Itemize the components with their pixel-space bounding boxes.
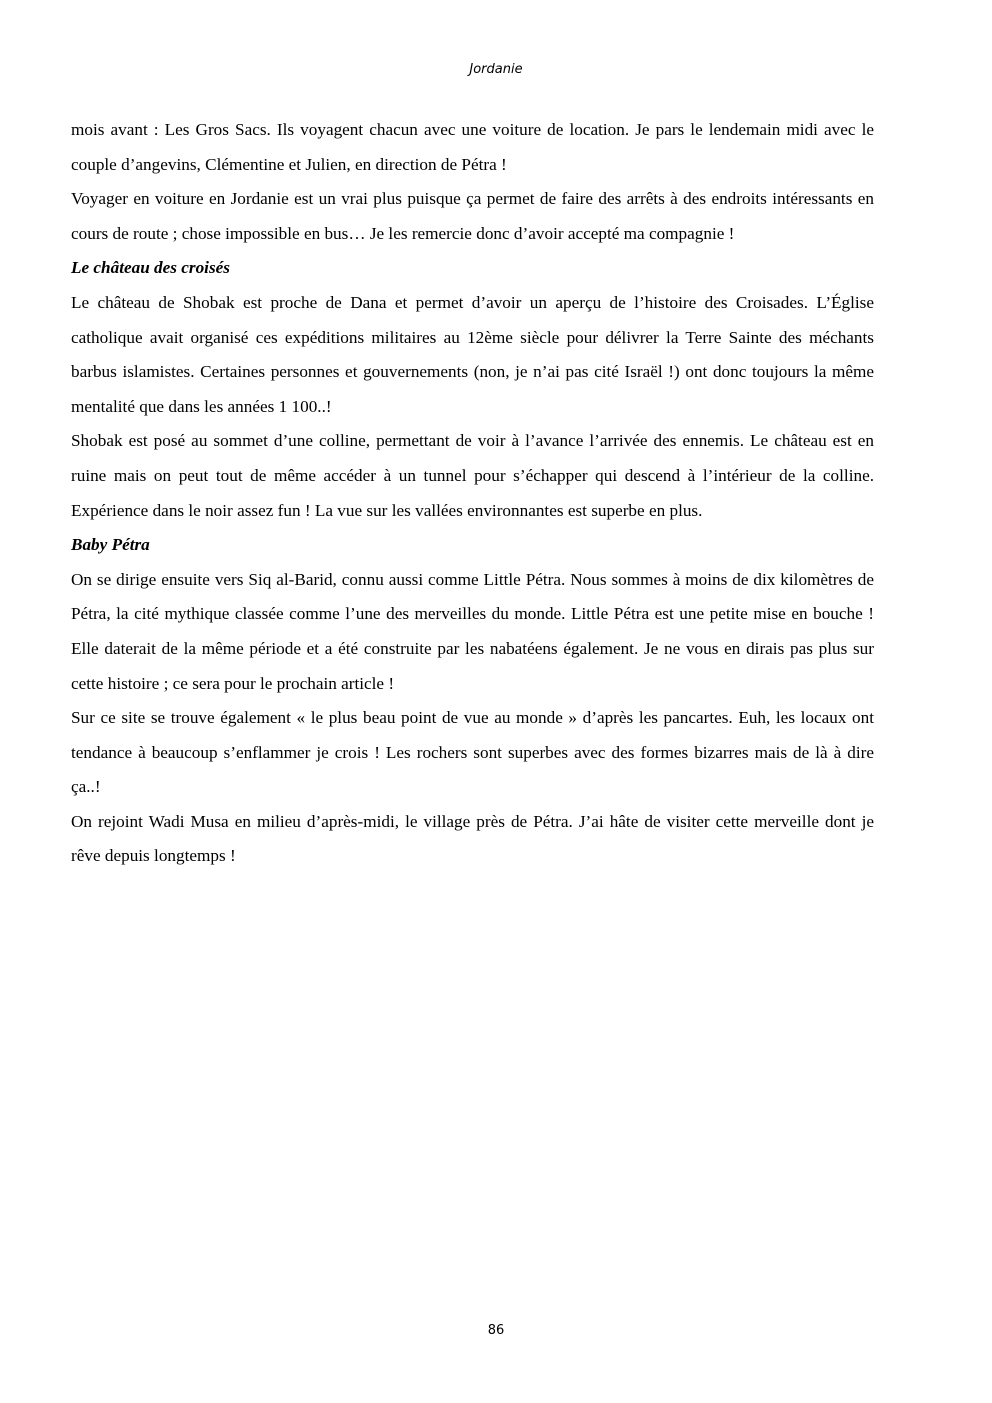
- paragraph: Sur ce site se trouve également « le plus beau point de vue au monde » d’après les pancartes. Euh, les locaux ont tendance à beaucoup s’enflammer je crois ! Les rochers sont superbes avec des formes bizarres mais de là à dire ça..!: [71, 708, 874, 797]
- paragraph: On se dirige ensuite vers Siq al-Barid, connu aussi comme Little Pétra. Nous sommes à moins de dix kilomètres de Pétra, la cité mythique classée comme l’une des merveilles du monde. Little Pétra est une petite mise en bouche ! Elle daterait de la même période et a été construite par les nabatéens également. Je ne vous en dirais pas plus sur cette histoire ; ce sera pour le prochain article !: [71, 569, 874, 693]
- paragraph: mois avant : Les Gros Sacs. Ils voyagent chacun avec une voiture de location. Je pars le lendemain midi avec le couple d’angevins, Clémentine et Julien, en direction de Pétra !: [71, 120, 874, 174]
- body-text: [71, 113, 874, 874]
- paragraph: Le château de Shobak est proche de Dana et permet d’avoir un aperçu de l’histoire des Croisades. L’Église catholique avait organisé ces expéditions militaires au 12ème siècle pour délivrer la Terre Sainte des méchants barbus islamistes. Certaines personnes et gouvernements (non, je n’ai pas cité Israël !) ont donc toujours la même mentalité que dans les années 1 100..!: [71, 292, 874, 416]
- running-header: Jordanie: [469, 62, 523, 77]
- paragraph: Shobak est posé au sommet d’une colline, permettant de voir à l’avance l’arrivée des ennemis. Le château est en ruine mais on peut tout de même accéder à un tunnel pour s’échapper qui descend à l’intérieur de la colline. Expérience dans le noir assez fun ! La vue sur les vallées environnantes est superbe en plus.: [71, 431, 874, 520]
- page-number: 86: [487, 1323, 505, 1338]
- section-title-baby-petra: Baby Pétra: [71, 535, 150, 555]
- section-title-chateau: Le château des croisés: [71, 258, 230, 278]
- paragraph: On rejoint Wadi Musa en milieu d’après-midi, le village près de Pétra. J’ai hâte de visiter cette merveille dont je rêve depuis longtemps !: [71, 811, 874, 866]
- paragraph: Voyager en voiture en Jordanie est un vrai plus puisque ça permet de faire des arrêts à des endroits intéressants en cours de route ; chose impossible en bus… Je les remercie donc d’avoir accepté ma compagnie !: [71, 189, 874, 243]
